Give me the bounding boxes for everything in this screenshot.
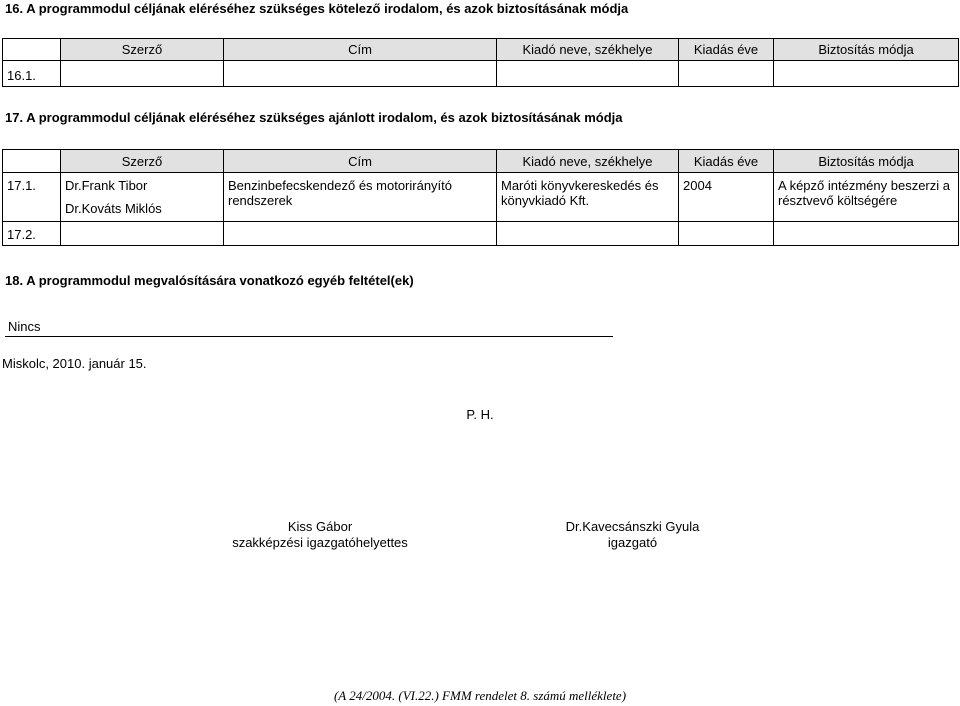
header-number xyxy=(3,39,61,61)
header-year: Kiadás éve xyxy=(679,150,774,173)
underline-divider xyxy=(5,336,613,337)
cell-provision: A képző intézmény beszerzi a résztvevő költségére xyxy=(774,173,959,222)
cell-title xyxy=(224,61,497,87)
header-title: Cím xyxy=(224,150,497,173)
cell-publisher xyxy=(497,222,679,246)
row-number: 17.1. xyxy=(3,173,61,222)
cell-publisher: Maróti könyvkereskedés és könyvkiadó Kft. xyxy=(497,173,679,222)
header-provision: Biztosítás módja xyxy=(774,39,959,61)
cell-year xyxy=(679,61,774,87)
place-and-date: Miskolc, 2010. január 15. xyxy=(2,356,147,371)
section-16-heading: 16. A programmodul céljának eléréséhez szükséges kötelező irodalom, és azok biztosításának módja xyxy=(5,1,629,16)
required-literature-table xyxy=(2,38,959,87)
header-title: Cím xyxy=(224,39,497,61)
section-18-heading: 18. A programmodul megvalósítására vonatkozó egyéb feltétel(ek) xyxy=(5,273,414,288)
cell-provision xyxy=(774,222,959,246)
cell-title xyxy=(224,222,497,246)
signature-block-director xyxy=(520,519,745,551)
cell-provision xyxy=(774,61,959,87)
signatory-role: igazgató xyxy=(607,535,658,550)
row-number: 17.2. xyxy=(3,222,61,246)
cell-title: Benzinbefecskendező és motorirányító rendszerek xyxy=(224,173,497,222)
header-provision: Biztosítás módja xyxy=(774,150,959,173)
header-number xyxy=(3,150,61,173)
signatory-name: Dr.Kavecsánszki Gyula xyxy=(565,519,700,534)
other-conditions-value: Nincs xyxy=(8,319,41,334)
cell-authors xyxy=(61,173,224,222)
table-row xyxy=(3,222,959,246)
signatory-role: szakképzési igazgatóhelyettes xyxy=(232,535,408,550)
header-publisher: Kiadó neve, székhelye xyxy=(497,39,679,61)
table-header-row xyxy=(3,150,959,173)
table-row xyxy=(3,173,959,222)
header-author: Szerző xyxy=(61,39,224,61)
header-publisher: Kiadó neve, székhelye xyxy=(497,150,679,173)
row-number: 16.1. xyxy=(3,61,61,87)
cell-year xyxy=(679,222,774,246)
table-header-row xyxy=(3,39,959,61)
cell-author xyxy=(61,61,224,87)
header-author: Szerző xyxy=(61,150,224,173)
signature-block-deputy xyxy=(210,519,430,551)
cell-authors xyxy=(61,222,224,246)
author-name: Dr.Kováts Miklós xyxy=(65,201,162,216)
regulation-footer: (A 24/2004. (VI.22.) FMM rendelet 8. számú melléklete) xyxy=(333,688,627,703)
section-17-heading: 17. A programmodul céljának eléréséhez szükséges ajánlott irodalom, és azok biztosításának módja xyxy=(5,110,623,125)
table-row xyxy=(3,61,959,87)
author-name: Dr.Frank Tibor xyxy=(65,178,148,193)
recommended-literature-table xyxy=(2,149,959,246)
signatory-name: Kiss Gábor xyxy=(287,519,353,534)
stamp-placeholder: P. H. xyxy=(466,407,494,422)
cell-year: 2004 xyxy=(679,173,774,222)
cell-publisher xyxy=(497,61,679,87)
header-year: Kiadás éve xyxy=(679,39,774,61)
